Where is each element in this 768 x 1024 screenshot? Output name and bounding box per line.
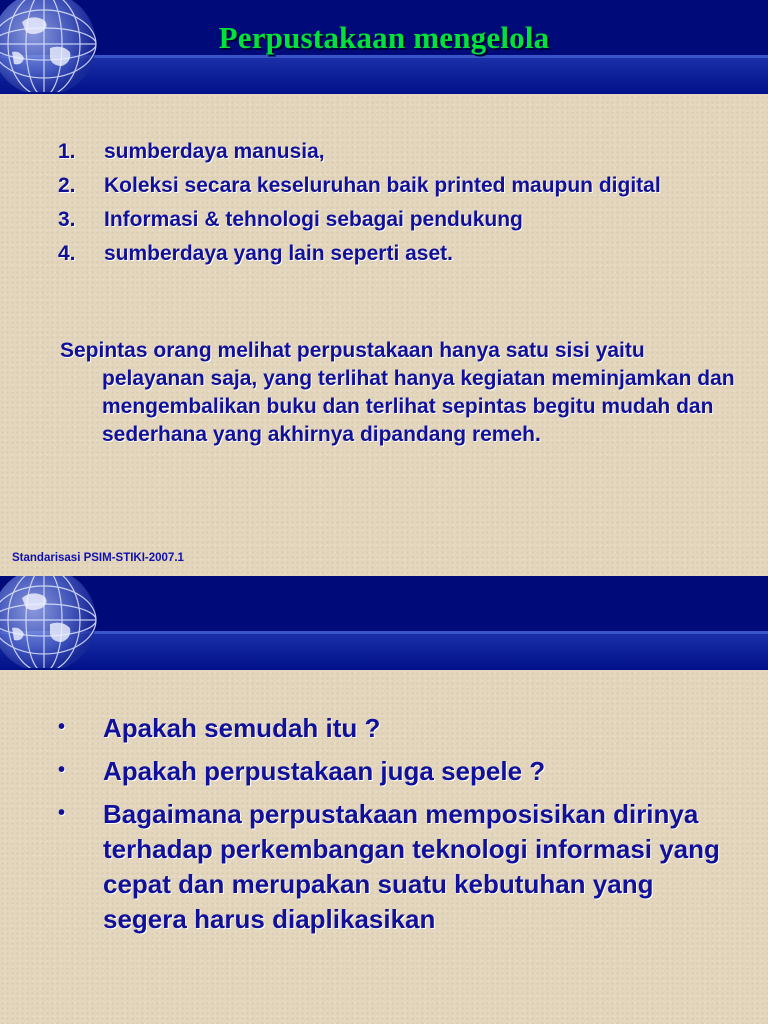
list-item: [58, 711, 738, 746]
slide-title: Perpustakaan mengelola: [218, 20, 550, 55]
list-item: [58, 240, 738, 267]
slide-header: [0, 0, 768, 94]
slide-2: [0, 576, 768, 1024]
bullet-marker: •: [58, 716, 66, 738]
numbered-list: [58, 138, 738, 274]
body-paragraph: Sepintas orang melihat perpustakaan hanya satu sisi yaitu pelayanan saja, yang terlihat hanya kegiatan meminjamkan dan mengembalikan buku dan terlihat sepintas begitu mudah dan sederhana yang akhirnya dipandang remeh.: [60, 339, 735, 446]
list-item: [58, 138, 738, 165]
list-text: Apakah perpustakaan juga sepele ?: [103, 756, 546, 786]
list-item: [58, 206, 738, 233]
list-number: 2.: [58, 174, 76, 197]
list-number: 1.: [58, 140, 76, 163]
header-band: [0, 58, 768, 94]
list-number: 3.: [58, 208, 76, 231]
list-number: 4.: [58, 242, 76, 265]
globe-icon: [0, 576, 104, 668]
bullet-list: [58, 711, 738, 945]
list-text: sumberdaya yang lain seperti aset.: [104, 242, 453, 265]
list-item: [58, 797, 738, 937]
list-text: Bagaimana perpustakaan memposisikan dirinya terhadap perkembangan teknologi informasi yang cepat dan merupakan suatu kebutuhan yang segera harus diaplikasikan: [103, 799, 720, 934]
bullet-marker: •: [58, 759, 66, 781]
list-text: Koleksi secara keseluruhan baik printed maupun digital: [104, 174, 661, 197]
footer-text: Standarisasi PSIM-STIKI-2007.1: [12, 552, 184, 564]
list-item: [58, 754, 738, 789]
list-text: Apakah semudah itu ?: [103, 713, 381, 743]
header-band: [0, 634, 768, 670]
slide-header: [0, 576, 768, 670]
list-text: Informasi & tehnologi sebagai pendukung: [104, 208, 523, 231]
list-item: [58, 172, 738, 199]
bullet-marker: •: [58, 802, 66, 824]
list-text: sumberdaya manusia,: [104, 140, 325, 163]
